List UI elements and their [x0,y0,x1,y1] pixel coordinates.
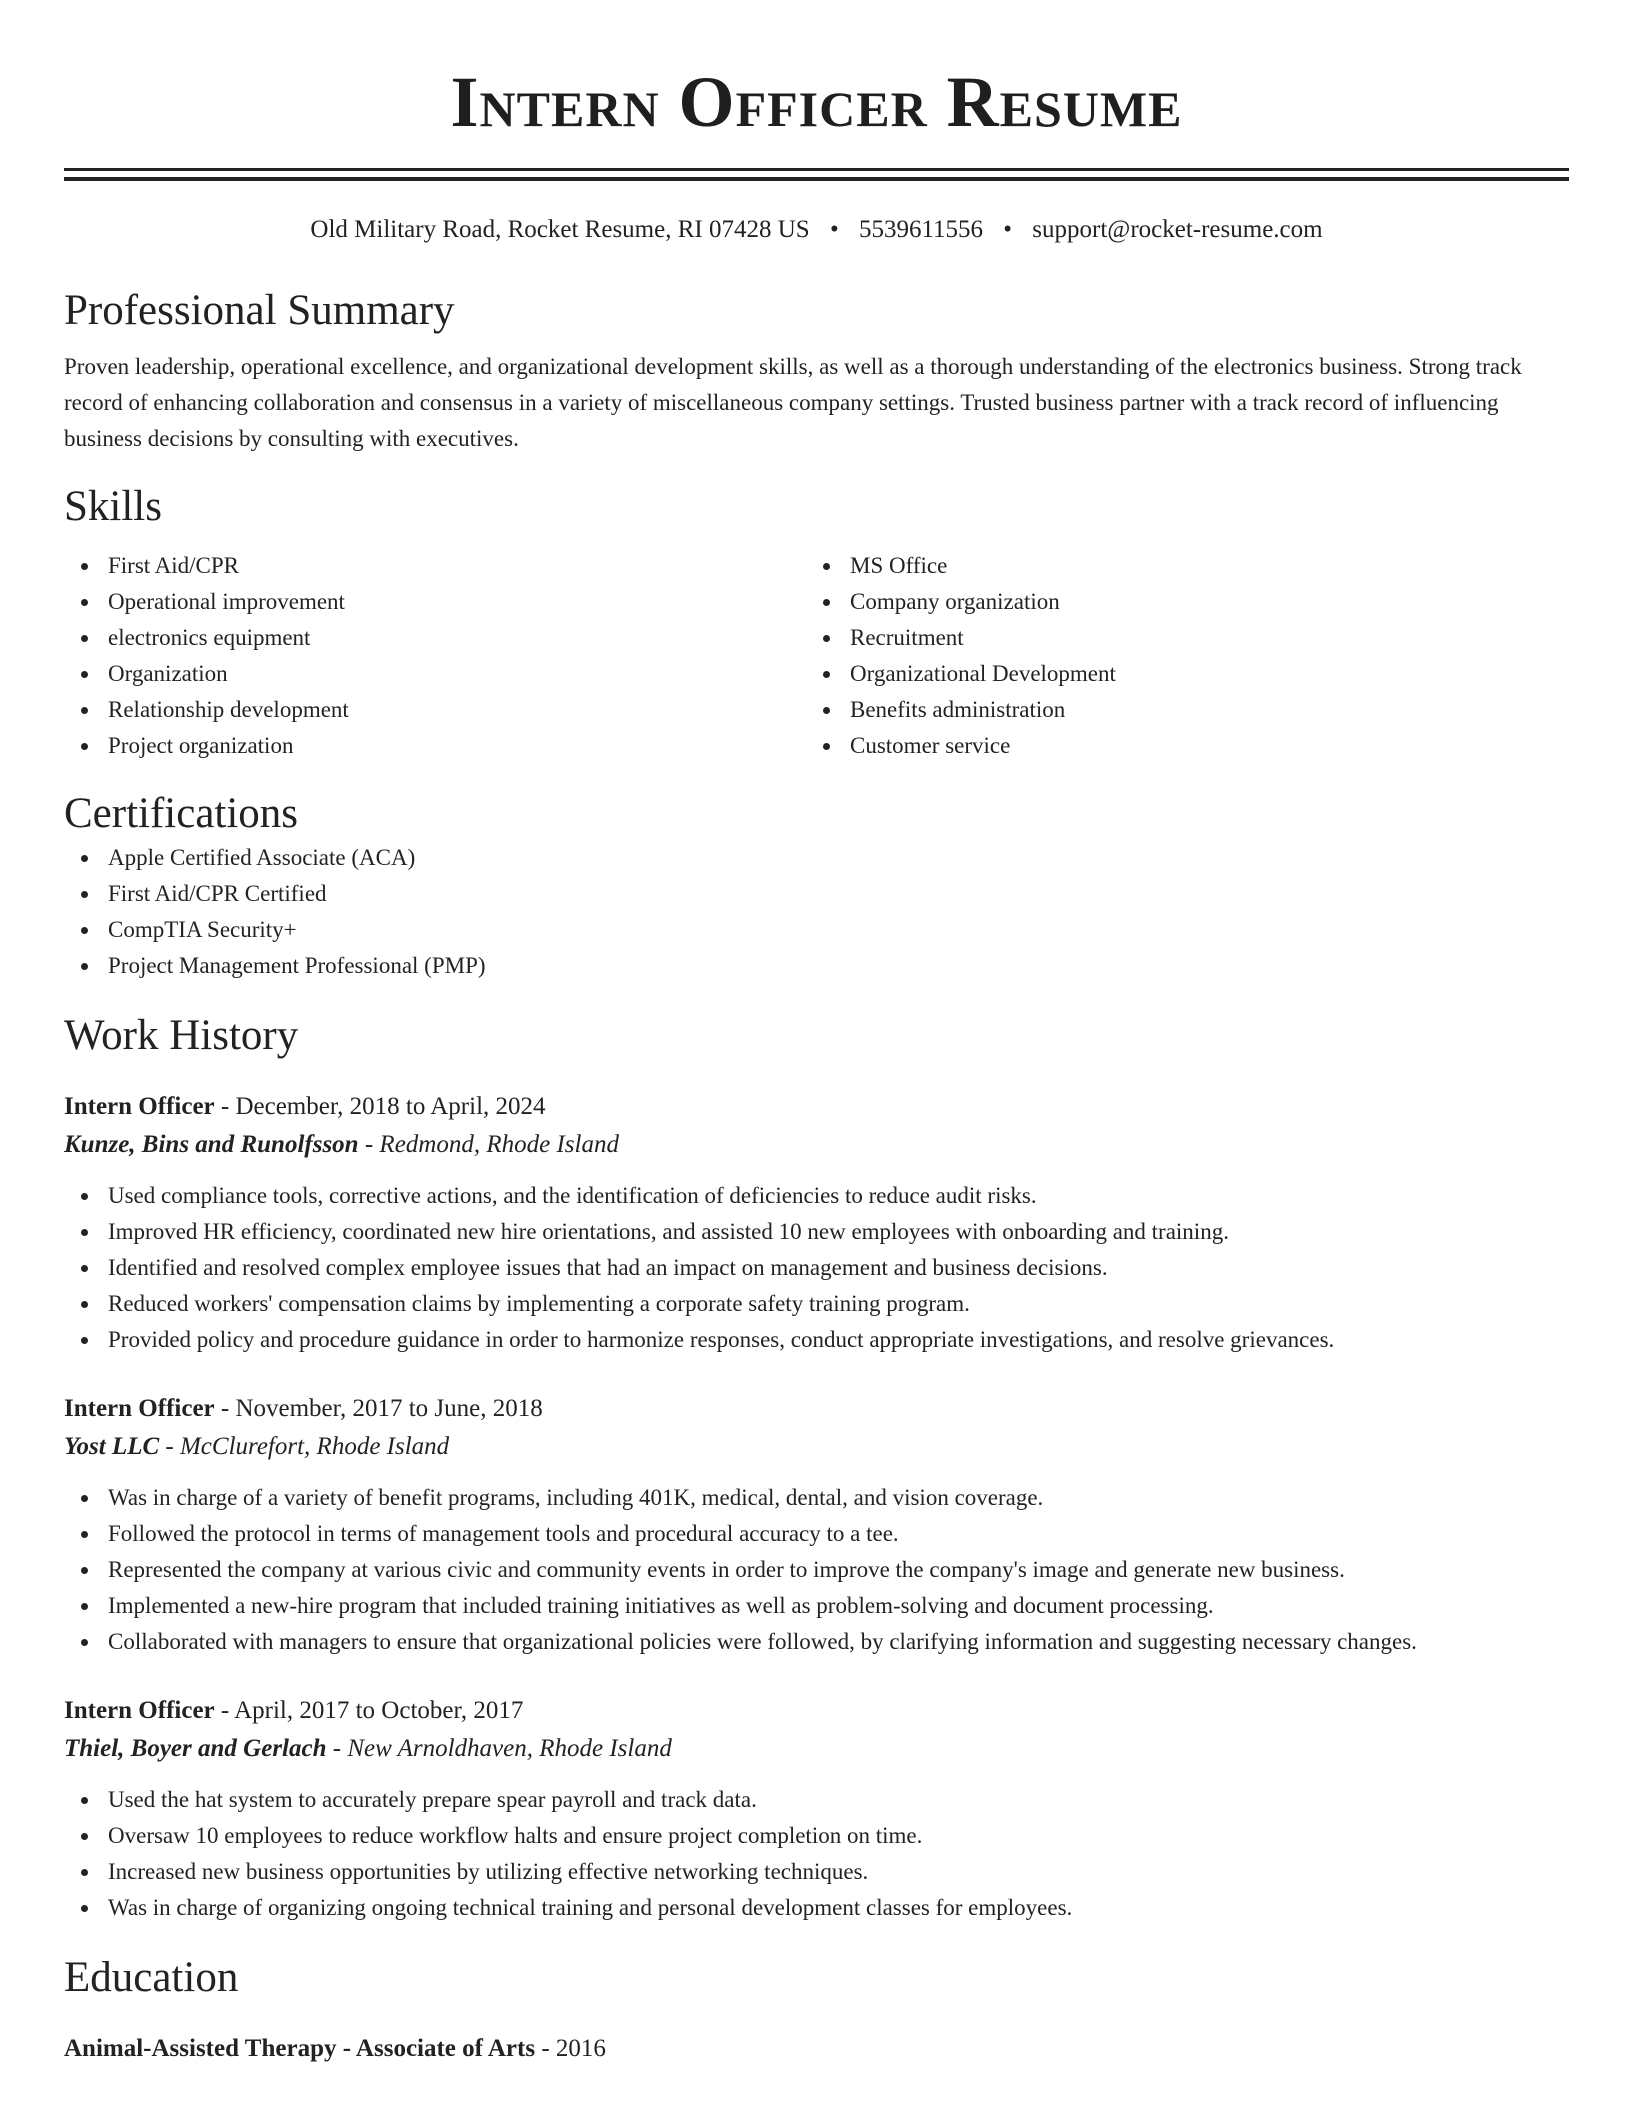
job-entry [64,1390,1569,1660]
page-title: Intern Officer Resume [450,62,1183,142]
job-bullet: Was in charge of organizing ongoing technical training and personal development classes for employees. [64,1890,1569,1926]
job-title-line [64,1088,1569,1126]
certification-item: Project Management Professional (PMP) [64,948,1569,984]
job-bullet: Used compliance tools, corrective actions, and the identification of deficiencies to reduce audit risks. [64,1178,1569,1214]
skill-item: Organization [64,656,806,692]
contact-phone: 5539611556 [858,216,984,243]
job-title-line [64,1692,1569,1730]
skills-grid [64,548,1569,764]
contact-separator: • [829,216,839,243]
job-bullet: Improved HR efficiency, coordinated new hire orientations, and assisted 10 new employees with onboarding and training. [64,1214,1569,1250]
skill-item: Operational improvement [64,584,806,620]
skill-item: electronics equipment [64,620,806,656]
job-location: - Redmond, Rhode Island [358,1131,619,1158]
job-bullet: Increased new business opportunities by utilizing effective networking techniques. [64,1854,1569,1890]
skill-item: MS Office [806,548,1548,584]
job-company: Thiel, Boyer and Gerlach [64,1735,327,1762]
job-location: - New Arnoldhaven, Rhode Island [326,1735,672,1762]
job-bullet: Reduced workers' compensation claims by implementing a corporate safety training program. [64,1286,1569,1322]
job-location: - McClurefort, Rhode Island [159,1433,450,1460]
job-bullets [64,1782,1569,1926]
contact-email: support@rocket-resume.com [1032,216,1323,243]
summary-text: Proven leadership, operational excellence, and organizational development skills, as well as a thorough understanding of the electronics business. Strong track record of enhancing collaboration and consensus in a variety of miscellaneous company settings. Trusted business partner with a track record of influencing business decisions by consulting with executives. [64,354,1522,451]
certifications-heading: Certifications [64,790,299,837]
contact-line [64,213,1569,247]
skill-item: Organizational Development [806,656,1548,692]
contact-separator: • [1003,216,1013,243]
job-bullet: Provided policy and procedure guidance in order to harmonize responses, conduct appropriate investigations, and resolve grievances. [64,1322,1569,1358]
certifications-list [64,840,1569,984]
skills-column-left [64,548,806,764]
certification-item: Apple Certified Associate (ACA) [64,840,1569,876]
job-bullet: Oversaw 10 employees to reduce workflow halts and ensure project completion on time. [64,1818,1569,1854]
job-bullet: Collaborated with managers to ensure that organizational policies were followed, by clarifying information and suggesting necessary changes. [64,1624,1569,1660]
certification-item: First Aid/CPR Certified [64,876,1569,912]
job-company: Kunze, Bins and Runolfsson [64,1131,359,1158]
job-title-line [64,1390,1569,1428]
job-company-line [64,1428,1569,1466]
skill-item: Benefits administration [806,692,1548,728]
job-title: Intern Officer [64,1697,215,1724]
education-degree: Animal-Assisted Therapy - Associate of Arts [64,2035,536,2062]
job-company-line [64,1126,1569,1164]
education-entry [64,2030,1569,2068]
job-dates: - April, 2017 to October, 2017 [214,1697,524,1724]
job-bullet: Implemented a new-hire program that included training initiatives as well as problem-solving and document processing. [64,1588,1569,1624]
contact-address: Old Military Road, Rocket Resume, RI 07428 US [310,216,810,243]
education-heading: Education [64,1954,239,2001]
job-bullets [64,1480,1569,1660]
job-bullet: Used the hat system to accurately prepare spear payroll and track data. [64,1782,1569,1818]
summary-heading: Professional Summary [64,287,455,334]
job-entry [64,1088,1569,1358]
skill-item: Recruitment [806,620,1548,656]
job-bullet: Identified and resolved complex employee issues that had an impact on management and business decisions. [64,1250,1569,1286]
job-entry [64,1692,1569,1926]
work-history-heading: Work History [64,1012,299,1059]
title-divider-bottom [64,177,1569,181]
job-title: Intern Officer [64,1093,215,1120]
job-company-line [64,1730,1569,1768]
job-bullet: Represented the company at various civic and community events in order to improve the company's image and generate new business. [64,1552,1569,1588]
skill-item: First Aid/CPR [64,548,806,584]
job-dates: - December, 2018 to April, 2024 [214,1093,546,1120]
title-divider-top [64,168,1569,171]
job-dates: - November, 2017 to June, 2018 [214,1395,543,1422]
job-company: Yost LLC [64,1433,160,1460]
job-bullet: Followed the protocol in terms of management tools and procedural accuracy to a tee. [64,1516,1569,1552]
skill-item: Company organization [806,584,1548,620]
education-year: - 2016 [535,2035,606,2062]
skill-item: Customer service [806,728,1548,764]
job-title: Intern Officer [64,1395,215,1422]
resume-page [64,0,1569,2068]
skills-heading: Skills [64,483,162,530]
skills-column-right [806,548,1548,764]
certification-item: CompTIA Security+ [64,912,1569,948]
job-bullet: Was in charge of a variety of benefit programs, including 401K, medical, dental, and vision coverage. [64,1480,1569,1516]
skill-item: Project organization [64,728,806,764]
job-bullets [64,1178,1569,1358]
skill-item: Relationship development [64,692,806,728]
